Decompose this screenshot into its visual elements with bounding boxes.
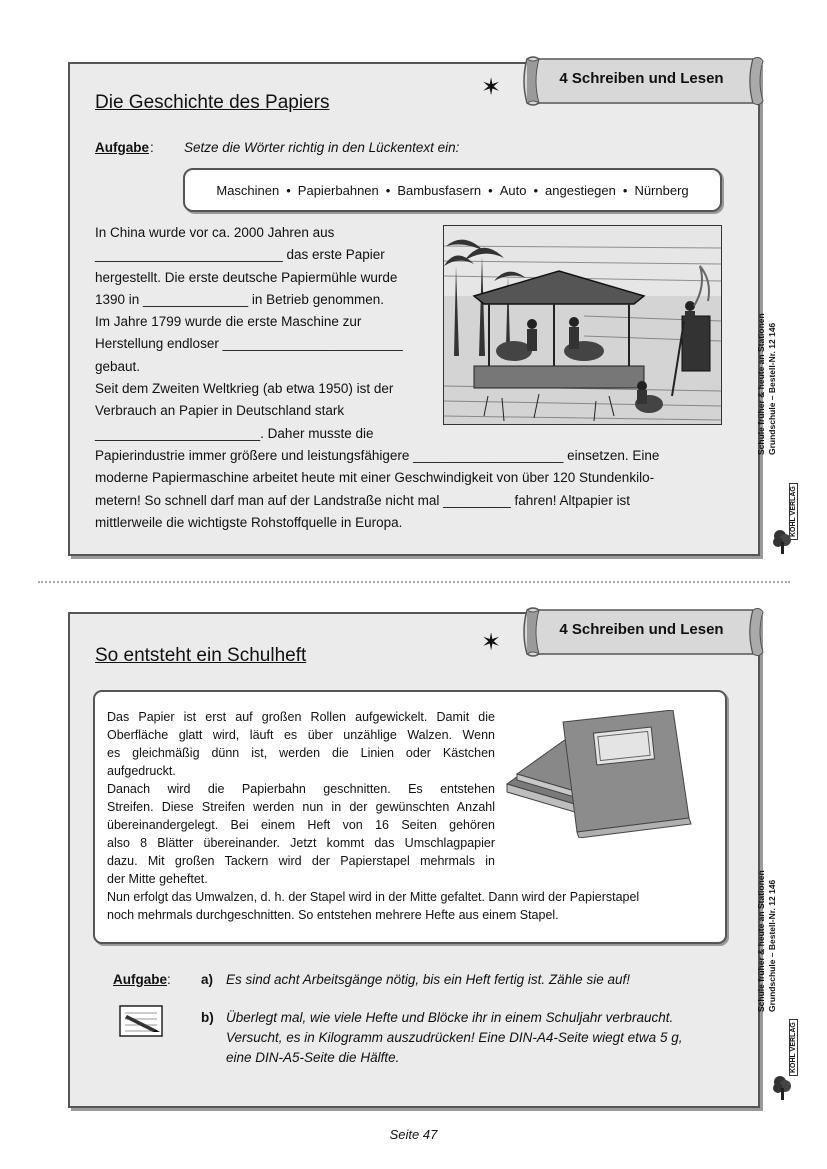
bullet: •: [533, 182, 539, 198]
text-line: also 8 Blätter übereinander. Jetzt kommt das Umschlagpapier: [107, 836, 495, 850]
text-line: Das Papier ist erst auf großen Rollen aufgewickelt. Damit die: [107, 710, 495, 724]
sidebar-series-title: [756, 313, 778, 455]
task-item-a-text: [226, 970, 630, 990]
reading-text-box: [93, 690, 727, 944]
word-item: Nürnberg: [634, 182, 689, 198]
section-divider: [38, 581, 790, 583]
word-item: angestiegen: [545, 182, 616, 198]
task-label: Aufgabe: [113, 972, 167, 987]
task-item-a-label: a): [201, 972, 214, 987]
task-line: eine DIN-A5-Seite die Hälfte.: [226, 1050, 400, 1065]
task-line: Es sind acht Arbeitsgänge nötig, bis ein Heft fertig ist. Zähle sie auf!: [226, 972, 630, 987]
exercise-books-image: [503, 710, 717, 838]
bullet: •: [622, 182, 628, 198]
chapter-banner-text: 4 Schreiben und Lesen: [559, 621, 724, 638]
cloze-line: moderne Papiermaschine arbeitet heute mit einer Geschwindigkeit von über 120 Stundenkilo-: [95, 470, 655, 486]
publisher-logo: KOHL VERLAG: [789, 483, 798, 540]
text-line: noch mehrmals durchgeschnitten. So entstehen mehrere Hefte aus einem Stapel.: [107, 908, 559, 922]
task-colon: :: [167, 972, 171, 987]
tree-logo-icon: [772, 528, 792, 554]
task-label: Aufgabe: [95, 140, 149, 155]
task-instruction: Setze die Wörter richtig in den Lückentext ein:: [184, 140, 460, 155]
chapter-banner-text: 4 Schreiben und Lesen: [559, 70, 724, 87]
text-line: Oberfläche glatt wird, läuft es über unzählige Walzen. Wenn: [107, 728, 495, 742]
task-item-b-text: [226, 1008, 682, 1068]
cloze-line: ______________________. Daher musste die: [95, 425, 374, 441]
paper-mill-engraving-image: [443, 225, 722, 425]
text-line: der Mitte geheftet.: [107, 872, 208, 886]
cloze-line: _________________________ das erste Papier: [95, 247, 385, 263]
word-box: [183, 168, 722, 212]
sidebar-line: Grundschule – Bestell-Nr. 12 146: [767, 879, 777, 1012]
sidebar-line: Grundschule – Bestell-Nr. 12 146: [767, 322, 777, 455]
sidebar-line: Schule früher & heute an Stationen: [756, 313, 766, 455]
reading-text-wide: [107, 888, 639, 924]
text-line: aufgedruckt.: [107, 764, 176, 778]
cloze-line: Herstellung endloser ________________________: [95, 336, 403, 352]
bullet: •: [488, 182, 493, 198]
text-line: Streifen. Diese Streifen werden nun in der gewünschten Anzahl: [107, 800, 495, 814]
word-item: Bambusfasern: [397, 182, 482, 198]
text-line: Danach wird die Papierbahn geschnitten. Es entstehen: [107, 782, 495, 796]
page-title: Die Geschichte des Papiers: [95, 92, 330, 113]
reading-text-narrow: [107, 708, 495, 888]
word-item: Papierbahnen: [297, 182, 379, 198]
cloze-line: hergestellt. Die erste deutsche Papiermühle wurde: [95, 269, 398, 285]
text-line: übereinandergelegt. Bei einem Heft von 16 Seiten gehören: [107, 818, 495, 832]
cloze-line: metern! So schnell darf man auf der Landstraße nicht mal _________ fahren! Altpapier ist: [95, 492, 631, 508]
page-number: Seite 47: [389, 1127, 438, 1142]
cloze-line: Verbrauch an Papier in Deutschland stark: [95, 403, 345, 419]
cloze-line: 1390 in ______________ in Betrieb genommen.: [95, 291, 384, 307]
cloze-line: In China wurde vor ca. 2000 Jahren aus: [95, 225, 335, 240]
word-item: Maschinen: [216, 182, 280, 198]
task-line: Versucht, es in Kilogramm auszudrücken! Eine DIN-A4-Seite wiegt etwa 5 g,: [226, 1030, 683, 1045]
word-item: Auto: [499, 182, 527, 198]
task-line: Überlegt mal, wie viele Hefte und Blöcke ihr in einem Schuljahr verbraucht.: [226, 1010, 674, 1025]
tree-logo-icon: [772, 1074, 792, 1100]
pencil-writing-icon: [119, 1005, 163, 1037]
page-title: So entsteht ein Schulheft: [95, 645, 307, 666]
cloze-line: Papierindustrie immer größere und leistungsfähigere ____________________ einsetzen. Eine: [95, 447, 660, 463]
text-line: es gleichmäßig dünn ist, werden die Linien oder Kästchen: [107, 746, 495, 760]
text-line: Nun erfolgt das Umwalzen, d. h. der Stapel wird in der Mitte gefaltet. Dann wird der Papierstapel: [107, 890, 640, 904]
cloze-line: mittlerweile die wichtigste Rohstoffquelle in Europa.: [95, 514, 403, 530]
chapter-banner: [519, 55, 764, 105]
star-icon: ✶: [481, 628, 502, 656]
bullet: •: [385, 182, 391, 198]
chapter-banner: [519, 606, 764, 656]
task-colon: :: [150, 140, 154, 155]
sidebar-line: Schule früher & heute an Stationen: [756, 870, 766, 1012]
cloze-line: gebaut.: [95, 358, 141, 374]
publisher-logo: KOHL VERLAG: [789, 1019, 798, 1076]
star-icon: ✶: [481, 73, 502, 101]
sidebar-series-title: [756, 870, 778, 1012]
task-item-b-label: b): [201, 1010, 214, 1025]
cloze-line: Im Jahre 1799 wurde die erste Maschine zur: [95, 314, 362, 330]
bullet: •: [286, 182, 291, 198]
cloze-line: Seit dem Zweiten Weltkrieg (ab etwa 1950) ist der: [95, 381, 394, 397]
text-line: dazu. Mit großen Tackern wird der Papierstapel mehrmals in: [107, 854, 495, 868]
